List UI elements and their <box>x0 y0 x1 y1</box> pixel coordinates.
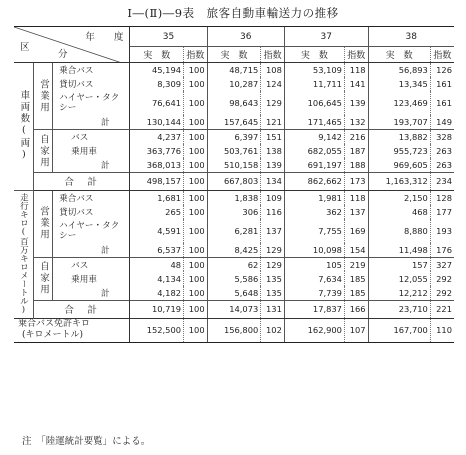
index-cell: 328 <box>430 129 454 143</box>
value-cell: 12,055 <box>368 271 430 285</box>
index-cell: 100 <box>184 318 208 342</box>
index-cell: 109 <box>261 190 285 204</box>
index-cell: 177 <box>430 205 454 219</box>
table-row <box>14 144 454 158</box>
index-header: 指数 <box>344 47 368 63</box>
value-cell: 171,465 <box>284 115 344 129</box>
table-row <box>14 63 454 77</box>
index-cell: 108 <box>261 63 285 77</box>
index-cell: 263 <box>430 144 454 158</box>
index-header: 指数 <box>261 47 285 63</box>
index-cell: 124 <box>261 77 285 91</box>
index-cell: 216 <box>344 129 368 143</box>
index-cell: 161 <box>430 77 454 91</box>
index-cell: 100 <box>184 158 208 172</box>
value-cell: 10,719 <box>130 300 184 318</box>
index-cell: 100 <box>184 219 208 243</box>
index-cell: 135 <box>261 271 285 285</box>
row-label: 乗合バス <box>53 63 130 77</box>
table-row <box>14 318 454 342</box>
value-cell: 5,648 <box>207 286 261 300</box>
actual-header: 実 数 <box>368 47 430 63</box>
index-cell: 138 <box>261 144 285 158</box>
year-header: 35 <box>130 27 207 47</box>
index-cell: 263 <box>430 158 454 172</box>
table-row <box>14 172 454 190</box>
index-cell: 292 <box>430 271 454 285</box>
index-cell: 129 <box>261 243 285 257</box>
value-cell: 955,723 <box>368 144 430 158</box>
value-cell: 123,469 <box>368 91 430 115</box>
index-cell: 100 <box>184 129 208 143</box>
value-cell: 7,634 <box>284 271 344 285</box>
value-cell: 130,144 <box>130 115 184 129</box>
value-cell: 98,643 <box>207 91 261 115</box>
index-cell: 137 <box>344 205 368 219</box>
table-row <box>14 115 454 129</box>
table-note: 注 「陸運統計要覧」による。 <box>22 436 151 447</box>
actual-header: 実 数 <box>284 47 344 63</box>
year-header: 38 <box>368 27 454 47</box>
index-cell: 118 <box>344 190 368 204</box>
index-cell: 121 <box>261 115 285 129</box>
value-cell: 48,715 <box>207 63 261 77</box>
row-label: 計 <box>100 160 110 171</box>
index-cell: 327 <box>430 257 454 271</box>
year-header: 37 <box>284 27 368 47</box>
actual-header: 実 数 <box>207 47 261 63</box>
index-cell: 129 <box>261 91 285 115</box>
index-cell: 118 <box>344 63 368 77</box>
value-cell: 162,900 <box>284 318 344 342</box>
corner-year-label: 年 度 <box>85 32 124 43</box>
value-cell: 53,109 <box>284 63 344 77</box>
table-row <box>14 77 454 91</box>
value-cell: 8,425 <box>207 243 261 257</box>
vehicles-section-label <box>14 63 33 191</box>
index-cell: 100 <box>184 91 208 115</box>
index-cell: 176 <box>430 243 454 257</box>
value-cell: 1,981 <box>284 190 344 204</box>
value-cell: 157,645 <box>207 115 261 129</box>
index-cell: 154 <box>344 243 368 257</box>
value-cell: 2,150 <box>368 190 430 204</box>
index-cell: 102 <box>261 318 285 342</box>
index-cell: 100 <box>184 144 208 158</box>
table-row <box>14 205 454 219</box>
value-cell: 62 <box>207 257 261 271</box>
index-cell: 139 <box>344 91 368 115</box>
corner-class-label-2: 分 <box>58 49 68 60</box>
value-cell: 1,163,312 <box>368 172 430 190</box>
value-cell: 265 <box>130 205 184 219</box>
value-cell: 4,134 <box>130 271 184 285</box>
index-cell: 100 <box>184 205 208 219</box>
index-cell: 137 <box>261 219 285 243</box>
running-section-label-text: 走行キロ(百万キロメートル) <box>18 193 29 316</box>
value-cell: 13,345 <box>368 77 430 91</box>
year-header: 36 <box>207 27 284 47</box>
row-label: 乗用車 <box>71 146 97 157</box>
value-cell: 362 <box>284 205 344 219</box>
value-cell: 17,837 <box>284 300 344 318</box>
value-cell: 691,197 <box>284 158 344 172</box>
value-cell: 5,586 <box>207 271 261 285</box>
actual-header: 実 数 <box>130 47 184 63</box>
private-group-label <box>33 129 52 172</box>
row-label: バス <box>53 257 130 271</box>
row-label: ハイヤー・タクシー <box>59 93 120 114</box>
index-cell: 131 <box>261 300 285 318</box>
index-cell: 128 <box>430 190 454 204</box>
value-cell: 510,158 <box>207 158 261 172</box>
value-cell: 12,212 <box>368 286 430 300</box>
value-cell: 156,800 <box>207 318 261 342</box>
index-header: 指数 <box>184 47 208 63</box>
index-cell: 129 <box>261 257 285 271</box>
value-cell: 368,013 <box>130 158 184 172</box>
table-row <box>14 91 454 115</box>
index-cell: 169 <box>344 219 368 243</box>
value-cell: 4,237 <box>130 129 184 143</box>
table-row <box>14 243 454 257</box>
running-section-label <box>14 190 33 318</box>
row-label: 計 <box>100 117 110 128</box>
value-cell: 9,142 <box>284 129 344 143</box>
value-cell: 8,309 <box>130 77 184 91</box>
value-cell: 152,500 <box>130 318 184 342</box>
index-cell: 292 <box>430 286 454 300</box>
table-row <box>14 300 454 318</box>
index-cell: 100 <box>184 257 208 271</box>
business-group-label <box>33 190 52 257</box>
index-cell: 100 <box>184 77 208 91</box>
table-row <box>14 257 454 271</box>
business-group-label <box>33 63 52 130</box>
index-cell: 173 <box>344 172 368 190</box>
row-label: 乗用車 <box>71 274 97 285</box>
value-cell: 498,157 <box>130 172 184 190</box>
index-cell: 134 <box>261 172 285 190</box>
index-cell: 107 <box>344 318 368 342</box>
value-cell: 106,645 <box>284 91 344 115</box>
value-cell: 10,098 <box>284 243 344 257</box>
index-cell: 188 <box>344 158 368 172</box>
value-cell: 157 <box>368 257 430 271</box>
value-cell: 76,641 <box>130 91 184 115</box>
index-cell: 126 <box>430 63 454 77</box>
value-cell: 11,711 <box>284 77 344 91</box>
value-cell: 4,591 <box>130 219 184 243</box>
business-group-text: 営業用 <box>37 78 49 114</box>
value-cell: 23,710 <box>368 300 430 318</box>
row-label: 乗合バス <box>53 190 130 204</box>
table-row <box>14 286 454 300</box>
index-cell: 132 <box>344 115 368 129</box>
table-row <box>14 158 454 172</box>
value-cell: 1,838 <box>207 190 261 204</box>
index-cell: 100 <box>184 63 208 77</box>
value-cell: 6,537 <box>130 243 184 257</box>
index-cell: 149 <box>430 115 454 129</box>
index-header: 指数 <box>430 47 454 63</box>
value-cell: 1,681 <box>130 190 184 204</box>
total-label: 合 計 <box>33 172 130 190</box>
value-cell: 682,055 <box>284 144 344 158</box>
value-cell: 48 <box>130 257 184 271</box>
row-label: 計 <box>100 245 110 256</box>
table-row <box>14 219 454 243</box>
index-cell: 100 <box>184 243 208 257</box>
index-cell: 219 <box>344 257 368 271</box>
value-cell: 862,662 <box>284 172 344 190</box>
index-cell: 221 <box>430 300 454 318</box>
index-cell: 185 <box>344 286 368 300</box>
index-cell: 161 <box>430 91 454 115</box>
value-cell: 14,073 <box>207 300 261 318</box>
row-label: バス <box>53 129 130 143</box>
value-cell: 8,880 <box>368 219 430 243</box>
vehicles-section-label-text: 車両数(両) <box>18 90 30 163</box>
license-label-line2: (キロメートル) <box>22 330 84 341</box>
value-cell: 6,281 <box>207 219 261 243</box>
index-cell: 193 <box>430 219 454 243</box>
index-cell: 139 <box>261 158 285 172</box>
private-group-label <box>33 257 52 300</box>
value-cell: 306 <box>207 205 261 219</box>
private-group-text: 自家用 <box>37 261 49 296</box>
value-cell: 13,882 <box>368 129 430 143</box>
value-cell: 363,776 <box>130 144 184 158</box>
index-cell: 100 <box>184 190 208 204</box>
license-label-line1: 乗合バス免許キロ <box>18 319 91 330</box>
value-cell: 468 <box>368 205 430 219</box>
value-cell: 4,182 <box>130 286 184 300</box>
index-cell: 100 <box>184 286 208 300</box>
table-row <box>14 190 454 204</box>
value-cell: 56,893 <box>368 63 430 77</box>
index-cell: 151 <box>261 129 285 143</box>
value-cell: 7,755 <box>284 219 344 243</box>
index-cell: 234 <box>430 172 454 190</box>
value-cell: 6,397 <box>207 129 261 143</box>
row-label: 貸切バス <box>59 79 94 90</box>
value-cell: 10,287 <box>207 77 261 91</box>
corner-class-label: 区 <box>20 42 30 53</box>
value-cell: 105 <box>284 257 344 271</box>
index-cell: 135 <box>261 286 285 300</box>
business-group-text: 営業用 <box>37 206 49 241</box>
private-group-text: 自家用 <box>37 133 49 169</box>
index-cell: 100 <box>184 172 208 190</box>
table-title: Ⅰ―(Ⅱ)―9表 旅客自動車輸送力の推移 <box>127 6 339 20</box>
license-label <box>14 318 130 342</box>
index-cell: 141 <box>344 77 368 91</box>
table-row <box>14 271 454 285</box>
value-cell: 503,761 <box>207 144 261 158</box>
value-cell: 167,700 <box>368 318 430 342</box>
table-row <box>14 27 454 47</box>
total-label: 合 計 <box>33 300 130 318</box>
index-cell: 116 <box>261 205 285 219</box>
value-cell: 7,739 <box>284 286 344 300</box>
value-cell: 193,707 <box>368 115 430 129</box>
row-label: 計 <box>100 288 110 299</box>
value-cell: 11,498 <box>368 243 430 257</box>
value-cell: 45,194 <box>130 63 184 77</box>
index-cell: 100 <box>184 300 208 318</box>
value-cell: 969,605 <box>368 158 430 172</box>
index-cell: 100 <box>184 271 208 285</box>
index-cell: 187 <box>344 144 368 158</box>
index-cell: 110 <box>430 318 454 342</box>
index-cell: 100 <box>184 115 208 129</box>
header-corner <box>14 27 130 63</box>
transport-capacity-table <box>14 26 454 343</box>
row-label: 貸切バス <box>59 207 94 218</box>
index-cell: 185 <box>344 271 368 285</box>
table-row <box>14 129 454 143</box>
index-cell: 166 <box>344 300 368 318</box>
row-label: ハイヤー・タクシー <box>59 220 120 241</box>
value-cell: 667,803 <box>207 172 261 190</box>
